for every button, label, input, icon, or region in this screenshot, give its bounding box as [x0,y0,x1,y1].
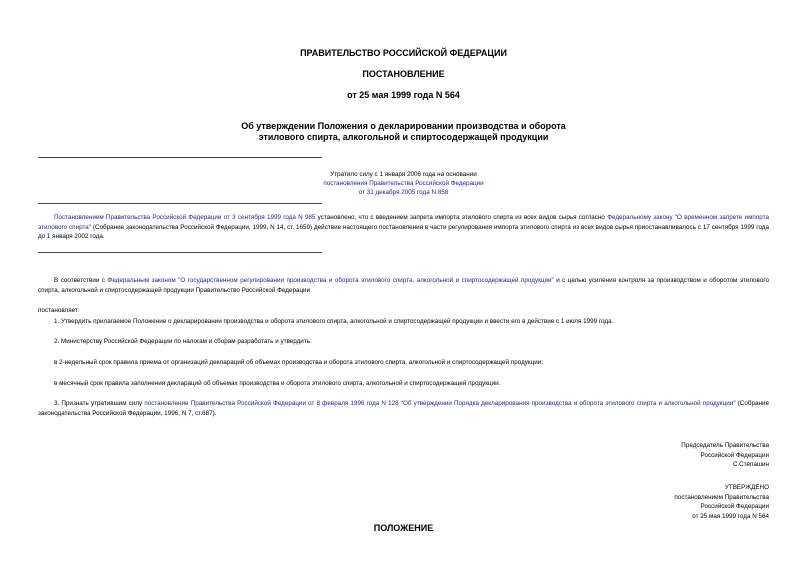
status-link-line2[interactable]: от 31 декабря 2005 года N 858 [358,189,449,196]
approved-date: от 25 мая 1999 года N 564 [692,512,769,520]
item-2: 2. Министерству Российской Федерации по налогам и сборам разработать и утвердить: [54,338,312,345]
document-title-line2: этилового спирта, алкогольной и спиртосодержащей продукции [258,132,549,142]
note-text: установлено, что с введением запрета импорта этилового спирта из всех видов сырья согласно [315,214,608,221]
editorial-note [38,213,769,242]
item-2a: в 2-недельный срок правила приема от организаций деклараций об объемах производства и оборота этилового спирта, алкогольной и спиртосодержащей продукции; [54,359,544,366]
divider [38,157,322,158]
item-3-resolution-link[interactable]: постановление Правительства Российской Федерации от 8 февраля 1996 года N 128 "Об утверждении Порядка декларирования производства и оборота этилового спирта и алкогольной продукции" [144,400,736,407]
approved-label: УТВЕРЖДЕНО [724,484,769,491]
resolves-label: постановляет: [38,307,80,314]
item-3-end: (Собрание законодательства Российской Федерации, 1996, N 7, ст.687). [38,400,769,417]
approved-block [674,483,769,521]
approved-by: постановлением Правительства [674,493,769,501]
status-line: Утратило силу с 1 января 2006 года на основании [330,171,477,178]
divider [38,252,322,253]
signature-position: Председатель Правительства [681,442,769,449]
preamble-paragraph [38,276,769,295]
note-text-end: (Собрание законодательства Российской Федерации, 1999, N 14, ст. 1659) действие настоящего постановления в части регулирования импорта этилового спирта из всех видов сырья приостанавливалось с 17 сентября 1999 года до 1 января 2002 года. [38,223,769,240]
status-link-line1[interactable]: постановления Правительства Российской Федерации [323,180,484,187]
document-title-line1: Об утверждении Положения о декларировании производства и оборота [241,121,566,131]
signature-name: С.Степашин [732,461,769,468]
divider [38,203,322,204]
regulation-title: ПОЛОЖЕНИЕ [373,523,434,533]
item-1: 1. Утвердить прилагаемое Положение о декларировании производства и оборота этилового спирта, алкогольной и спиртосодержащей продукции и ввести его в действие с 1 июля 1999 года. [54,318,614,325]
item-3-start: 3. Признать утратившим силу [54,400,145,407]
document-date-number: от 25 мая 1999 года N 564 [347,90,460,100]
document-title [0,121,807,143]
status-block [0,170,807,197]
item-2b: в месячный срок правила заполнения деклараций об объемах производства и оборота этилового спирта, алкогольной и спиртосодержащей продукции. [54,380,501,387]
document-type: ПОСТАНОВЛЕНИЕ [362,69,445,79]
preamble-law-link[interactable]: Федеральным законом "О государственном регулировании производства и оборота этилового спирта, алкогольной и спиртосодержащей продукции" [107,277,554,284]
preamble-start: В соответствии с [54,277,108,284]
government-heading: ПРАВИТЕЛЬСТВО РОССИЙСКОЙ ФЕДЕРАЦИИ [300,48,507,58]
approved-country: Российской Федерации [700,503,769,510]
item-3 [38,399,769,418]
note-link-resolution[interactable]: Постановлением Правительства Российской Федерации от 3 сентября 1999 года N 985 [54,214,316,221]
note-link-federal-law[interactable]: Федеральному закону "О временном запрете импорта этилового спирта" [38,214,769,231]
preamble-end: и с целью усиления контроля за производством и оборотом этилового спирта, алкогольной и спиртосодержащей продукции Правительство Российской Федерации [38,277,769,294]
signature-block [681,441,769,470]
signature-country: Российской Федерации [700,451,769,459]
